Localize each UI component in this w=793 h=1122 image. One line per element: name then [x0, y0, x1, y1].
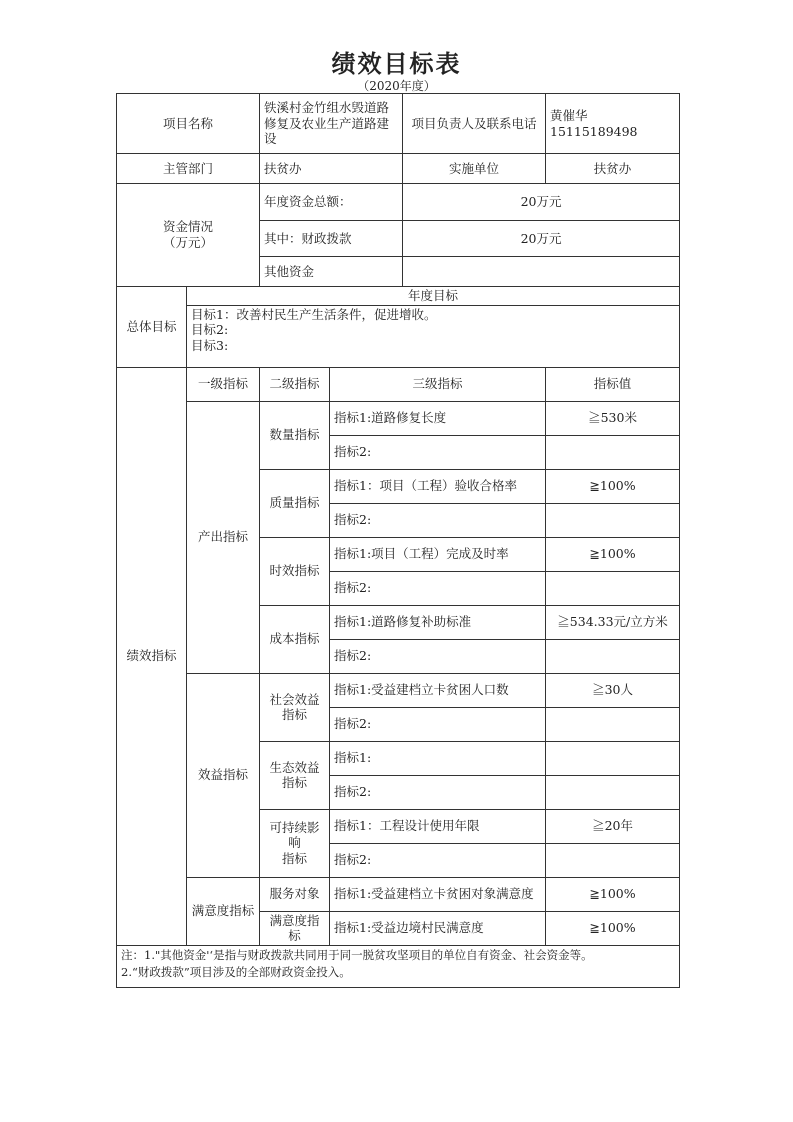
funding-fiscal-value: 20万元	[403, 221, 680, 257]
document-year: （2020年度）	[357, 79, 436, 93]
funding-label: 资金情况 （万元）	[117, 184, 260, 287]
header-value: 指标值	[546, 367, 680, 401]
indicator-value: ≧100%	[546, 469, 680, 503]
goals-header: 年度目标	[187, 287, 680, 306]
indicator-value	[546, 843, 680, 877]
document-title: 绩效目标表	[331, 49, 462, 78]
indicator-value: ≧100%	[546, 877, 680, 911]
service-label: 服务对象	[260, 877, 330, 911]
indicator-value	[546, 639, 680, 673]
funding-fiscal-label: 其中：财政拨款	[260, 221, 403, 257]
funding-total-label: 年度资金总额：	[260, 184, 403, 221]
output-label: 产出指标	[187, 401, 260, 673]
dept-label: 主管部门	[117, 154, 260, 184]
sustain-label: 可持续影响 指标	[260, 809, 330, 877]
indicator-text: 指标2:	[330, 707, 546, 741]
indicator-value: ≧100%	[546, 537, 680, 571]
indicator-text: 指标2:	[330, 503, 546, 537]
indicator-text: 指标1:	[330, 741, 546, 775]
header-level1: 一级指标	[187, 367, 260, 401]
dept-value: 扶贫办	[260, 154, 403, 184]
indicator-text: 指标1：项目（工程）验收合格率	[330, 469, 546, 503]
quality-label: 质量指标	[260, 469, 330, 537]
indicator-value: ≧534.33元/立方米	[546, 605, 680, 639]
impl-label: 实施单位	[403, 154, 546, 184]
indicator-text: 指标2:	[330, 571, 546, 605]
funding-total-value: 20万元	[403, 184, 680, 221]
indicators-label: 绩效指标	[117, 367, 187, 945]
project-name-value: 铁溪村金竹组水毁道路修复及农业生产道路建设	[260, 94, 403, 154]
quantity-label: 数量指标	[260, 401, 330, 469]
goals-label: 总体目标	[117, 287, 187, 368]
impl-value: 扶贫办	[546, 154, 680, 184]
social-label: 社会效益 指标	[260, 673, 330, 741]
indicator-text: 指标1：工程设计使用年限	[330, 809, 546, 843]
timeliness-label: 时效指标	[260, 537, 330, 605]
funding-other-value	[403, 257, 680, 287]
project-owner-label: 项目负责人及联系电话	[403, 94, 546, 154]
header-level3: 三级指标	[330, 367, 546, 401]
indicator-text: 指标2:	[330, 639, 546, 673]
indicator-text: 指标2:	[330, 775, 546, 809]
indicator-value	[546, 435, 680, 469]
cost-label: 成本指标	[260, 605, 330, 673]
goals-text: 目标1：改善村民生产生活条件，促进增收。 目标2: 目标3:	[187, 305, 680, 367]
indicator-text: 指标2:	[330, 843, 546, 877]
performance-table	[116, 93, 680, 988]
indicator-text: 指标1:项目（工程）完成及时率	[330, 537, 546, 571]
project-name-label: 项目名称	[117, 94, 260, 154]
note-line-2: 2.“财政拨款”项目涉及的全部财政资金投入。	[121, 964, 351, 979]
funding-other-label: 其他资金	[260, 257, 403, 287]
benefit-label: 效益指标	[187, 673, 260, 877]
indicator-value: ≧100%	[546, 911, 680, 945]
indicator-value	[546, 503, 680, 537]
satis-label: 满意度指标	[260, 911, 330, 945]
indicator-text: 指标1:道路修复长度	[330, 401, 546, 435]
indicator-text: 指标1:受益建档立卡贫困对象满意度	[330, 877, 546, 911]
indicator-value: ≧530米	[546, 401, 680, 435]
indicator-text: 指标2:	[330, 435, 546, 469]
satisfaction-label: 满意度指标	[187, 877, 260, 945]
header-level2: 二级指标	[260, 367, 330, 401]
indicator-value: ≧30人	[546, 673, 680, 707]
indicator-text: 指标1:受益建档立卡贫困人口数	[330, 673, 546, 707]
indicator-value: ≧20年	[546, 809, 680, 843]
indicator-value	[546, 571, 680, 605]
indicator-value	[546, 741, 680, 775]
note-line-1: 注：1."其他资金'‘是指与财政拨款共同用于同一脱贫攻坚项目的单位自有资金、社会资金等。	[121, 947, 593, 962]
note-cell	[117, 945, 680, 987]
project-owner-value: 黄催华 15115189498	[546, 94, 680, 154]
indicator-value	[546, 707, 680, 741]
indicator-value	[546, 775, 680, 809]
indicator-text: 指标1:道路修复补助标准	[330, 605, 546, 639]
eco-label: 生态效益 指标	[260, 741, 330, 809]
indicator-text: 指标1:受益边境村民满意度	[330, 911, 546, 945]
